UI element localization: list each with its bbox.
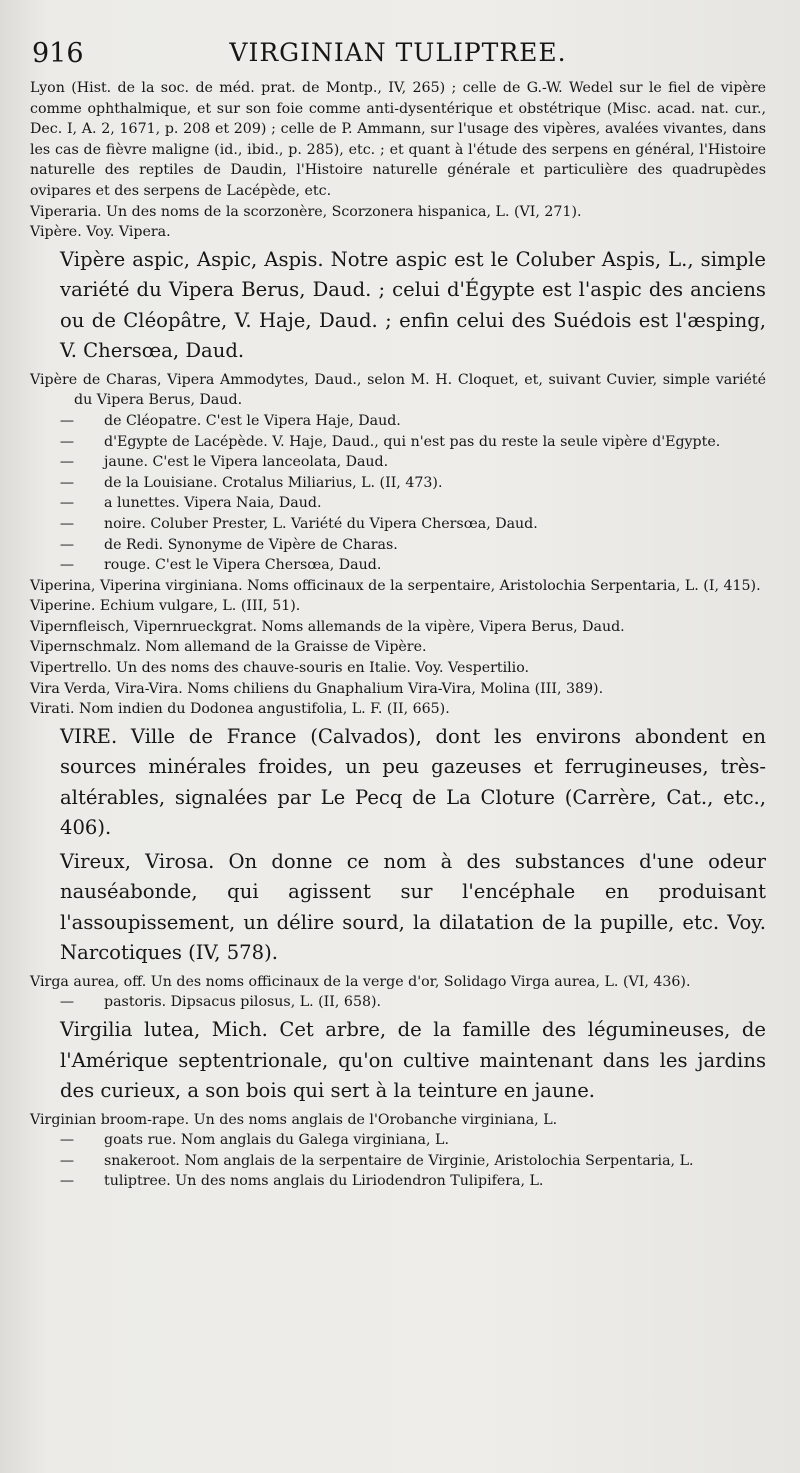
subentry-text: pastoris. Dipsacus pilosus, L. (II, 658). [104, 994, 382, 1011]
dash: — [59, 474, 75, 491]
dash: — [59, 515, 75, 532]
entry-vireux: Vireux, Virosa. On donne ce nom à des substances d'une odeur nauséabonde, qui agissent sur l'encéphale en produisant l'assoupissement, un délire sourd, la dilatation de la pupille, etc. Voy. Narcotiques (IV, 578). [60, 849, 766, 965]
entry-vipernschmalz: Vipernschmalz. Nom allemand de la Graisse de Vipère. [30, 639, 427, 656]
subentry-text: de Redi. Synonyme de Vipère de Charas. [104, 536, 398, 553]
subentry-text: noire. Coluber Prester, L. Variété du Vipera Chersœa, Daud. [104, 515, 538, 532]
entry-vipere-de-charas: Vipère de Charas, Vipera Ammodytes, Daud., selon M. H. Cloquet, et, suivant Cuvier, simple variété du Vipera Berus, Daud. [30, 371, 766, 409]
subentry-text: de la Louisiane. Crotalus Miliarius, L. (II, 473). [104, 474, 443, 491]
subentry-goats-rue [30, 1130, 766, 1151]
subentry-text: goats rue. Nom anglais du Galega virginiana, L. [104, 1132, 449, 1149]
dash: — [59, 1152, 75, 1169]
text-continuation: Lyon (Hist. de la soc. de méd. prat. de Montp., IV, 265) ; celle de G.-W. Wedel sur le fiel de vipère comme ophthalmique, et sur son foie comme anti-dysentérique et obstétrique (Misc. acad. nat. cur., Dec. I, A. 2, 1671, p. 208 et 209) ; celle de P. Ammann, sur l'usage des vipères, avalées vivantes, dans les cas de fièvre maligne (id., ibid., p. 285), etc. ; et quant à l'étude des serpens en général, l'Histoire naturelle des reptiles de Daudin, l'Histoire naturelle générale et particulière des quadrupèdes ovipares et des serpens de Lacépède, etc. [30, 80, 766, 199]
dash: — [59, 994, 75, 1011]
subentry-text: d'Egypte de Lacépède. V. Haje, Daud., qui n'est pas du reste la seule vipère d'Egypte. [104, 433, 721, 450]
subentry-noire [30, 514, 766, 535]
entry-viperine: Viperine. Echium vulgare, L. (III, 51). [30, 598, 301, 615]
entry-vipere-aspic: Vipère aspic, Aspic, Aspis. Notre aspic est le Coluber Aspis, L., simple variété du Vipera Berus, Daud. ; celui d'Égypte est l'aspic des anciens ou de Cléopâtre, V. Haje, Daud. ; enfin celui des Suédois est l'æsping, V. Chersœa, Daud. [60, 247, 766, 363]
entry-vira-verda: Vira Verda, Vira-Vira. Noms chiliens du Gnaphalium Vira-Vira, Molina (III, 389). [30, 680, 604, 697]
subentry-lunettes [30, 493, 766, 514]
dash: — [59, 536, 75, 553]
page-title: VIRGINIAN TULIPTREE. [229, 38, 567, 67]
entry-virgilia-lutea: Virgilia lutea, Mich. Cet arbre, de la famille des légumineuses, de l'Amérique septentrionale, qu'on cultive maintenant dans les jardins des curieux, a son bois qui sert à la teinture en jaune. [60, 1018, 766, 1103]
subentry-rouge [30, 555, 766, 576]
entry-vipernfleisch: Vipernfleisch, Vipernrueckgrat. Noms allemands de la vipère, Vipera Berus, Daud. [30, 618, 625, 635]
dash: — [59, 433, 75, 450]
entry-viperaria: Viperaria. Un des noms de la scorzonère, Scorzonera hispanica, L. (VI, 271). [30, 203, 582, 220]
dash: — [59, 454, 75, 471]
subentry-text: a lunettes. Vipera Naia, Daud. [104, 495, 322, 512]
subentry-tuliptree [30, 1171, 766, 1192]
subentry-redi [30, 535, 766, 556]
subentry-text: jaune. C'est le Vipera lanceolata, Daud. [104, 454, 389, 471]
subentry-cleopatre [30, 411, 766, 432]
entry-virati: Virati. Nom indien du Dodonea angustifolia, L. F. (II, 665). [30, 701, 450, 718]
dash: — [59, 1173, 75, 1190]
subentry-egypte [30, 432, 766, 453]
dash: — [59, 412, 75, 429]
dash: — [59, 557, 75, 574]
subentry-text: snakeroot. Nom anglais de la serpentaire de Virginie, Aristolochia Serpentaria, L. [104, 1152, 694, 1169]
entry-virginian-broom-rape: Virginian broom-rape. Un des noms anglais de l'Orobanche virginiana, L. [30, 1111, 558, 1128]
entry-vipere: Vipère. Voy. Vipera. [30, 224, 171, 241]
page-number: 916 [32, 38, 84, 69]
subentry-text: de Cléopatre. C'est le Vipera Haje, Daud. [104, 412, 401, 429]
entry-virga-aurea: Virga aurea, off. Un des noms officinaux de la verge d'or, Solidago Virga aurea, L. (VI, 436). [30, 973, 691, 990]
running-head [30, 34, 766, 78]
entry-viperina: Viperina, Viperina virginiana. Noms officinaux de la serpentaire, Aristolochia Serpentaria, L. (I, 415). [30, 577, 761, 594]
subentry-text: rouge. C'est le Vipera Chersœa, Daud. [104, 557, 382, 574]
subentry-louisiane [30, 473, 766, 494]
dash: — [59, 1132, 75, 1149]
subentry-text: tuliptree. Un des noms anglais du Liriodendron Tulipifera, L. [104, 1173, 544, 1190]
dash: — [59, 495, 75, 512]
entry-vipertrello: Vipertrello. Un des noms des chauve-souris en Italie. Voy. Vespertilio. [30, 660, 530, 677]
subentry-snakeroot [30, 1151, 766, 1172]
entry-vire: VIRE. Ville de France (Calvados), dont les environs abondent en sources minérales froides, un peu gazeuses et ferrugineuses, très-altérables, signalées par Le Pecq de La Cloture (Carrère, Cat., etc., 406). [60, 724, 766, 840]
subentry-pastoris [30, 992, 766, 1013]
subentry-jaune [30, 452, 766, 473]
